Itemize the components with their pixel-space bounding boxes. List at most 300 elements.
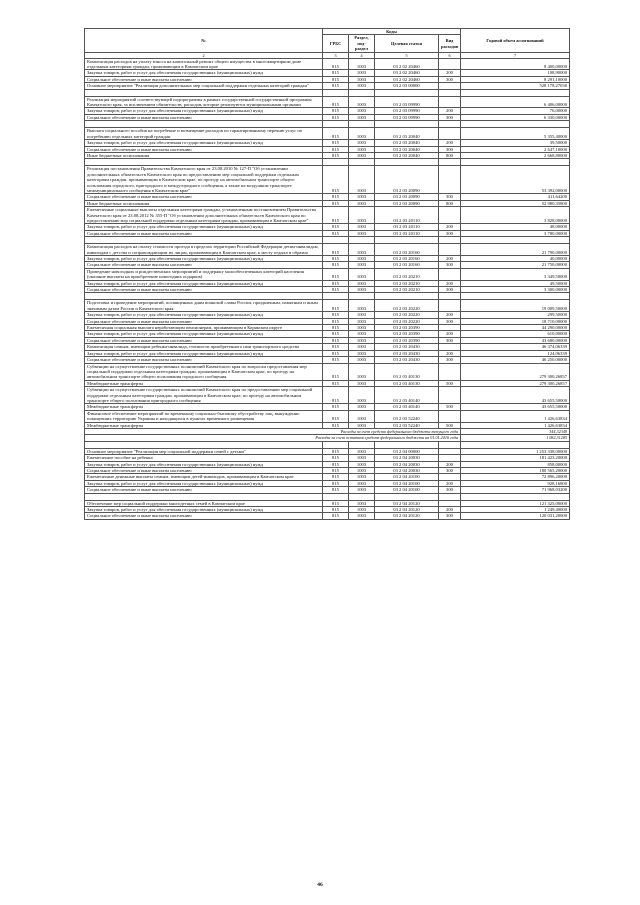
row-sum-cell: 44 290,00000 bbox=[461, 325, 570, 331]
row-name-cell: Проведение новогодних и рождественских мероприятий и поддержку малообеспеченных категорий населения (оказание выплаты на приобретение новогодних подарков) bbox=[85, 268, 323, 280]
spacer-cell bbox=[461, 121, 570, 128]
row-expense-type-cell: 200 bbox=[439, 350, 461, 356]
row-target-code-cell: 03 2 03 20090 bbox=[375, 194, 439, 200]
spacer-cell bbox=[349, 441, 375, 448]
row-target-code-cell: 03 2 04 20100 bbox=[375, 480, 439, 486]
row-target-code-cell: 03 2 03 20210 bbox=[375, 280, 439, 286]
row-sum-cell: 3 349,50000 bbox=[461, 268, 570, 280]
row-section-cell: 1003 bbox=[349, 325, 375, 331]
row-name-cell: Закупка товаров, работ и услуг для обеспечения государственных (муниципальных) нужд bbox=[85, 70, 323, 76]
row-grbs-cell: 815 bbox=[323, 207, 349, 224]
row-sum-cell: 858,00000 bbox=[461, 461, 570, 467]
row-section-cell: 1003 bbox=[349, 461, 375, 467]
row-target-code-cell: 03 2 04 20030 bbox=[375, 461, 439, 467]
row-name-cell: Субвенции на осуществление государственных полномочий Камчатского края по вопросам предоставления мер социальной поддержки отдельным категориям граждан, проживающим в Камчатском крае, по проезду на автомобильном транспорте общего пользования городского сообщения bbox=[85, 363, 323, 380]
row-section-cell: 1003 bbox=[349, 387, 375, 404]
spacer-cell bbox=[439, 293, 461, 300]
row-name-cell: Ежемесячные социальные выплаты отдельным категориям граждан, установленным постановлением Правительства Камчатского края от 23.08.2012 № 355-П "Об установлении дополнительных обязательств Камчатского края по предоставлению мер социальной поддержки отдельным категориям граждан, проживающим в Камчатском крае" bbox=[85, 207, 323, 224]
row-name-cell: Социальное обеспечение и иные выплаты населению bbox=[85, 487, 323, 493]
row-name-cell: Закупка товаров, работ и услуг для обеспечения государственных (муниципальных) нужд bbox=[85, 224, 323, 230]
row-sum-cell: 19 009,50000 bbox=[461, 300, 570, 312]
row-grbs-cell: 815 bbox=[323, 114, 349, 120]
row-section-cell: 1003 bbox=[349, 487, 375, 493]
row-name-cell: Социальное обеспечение и иные выплаты населению bbox=[85, 146, 323, 152]
row-target-code-cell: 03 2 04 20100 bbox=[375, 487, 439, 493]
row-grbs-cell: 815 bbox=[323, 70, 349, 76]
column-index-cell: 3 bbox=[323, 52, 349, 58]
row-grbs-cell: 815 bbox=[323, 194, 349, 200]
note-text: Расходы за счет остатков средств федерального бюджета на 01.01.2016 года bbox=[85, 435, 461, 441]
header-target: Целевая статья bbox=[375, 35, 439, 52]
row-section-cell: 1003 bbox=[349, 344, 375, 350]
row-sum-cell: 6 330,00000 bbox=[461, 114, 570, 120]
table-row bbox=[85, 166, 570, 194]
row-target-code-cell: 03 2 03 20040 bbox=[375, 128, 439, 140]
row-section-cell: 1003 bbox=[349, 350, 375, 356]
row-sum-cell: 21 790,00000 bbox=[461, 244, 570, 256]
row-name-cell: Закупка товаров, работ и услуг для обеспечения государственных (муниципальных) нужд bbox=[85, 350, 323, 356]
row-expense-type-cell: 200 bbox=[439, 280, 461, 286]
row-grbs-cell: 815 bbox=[323, 318, 349, 324]
row-grbs-cell: 815 bbox=[323, 200, 349, 206]
row-sum-cell: 528 178,27030 bbox=[461, 83, 570, 89]
row-target-code-cell: 03 2 03 40130 bbox=[375, 363, 439, 380]
spacer-cell bbox=[461, 159, 570, 166]
row-name-cell: Социальное обеспечение и иные выплаты населению bbox=[85, 357, 323, 363]
column-index-cell: 2 bbox=[85, 52, 323, 58]
row-grbs-cell: 815 bbox=[323, 287, 349, 293]
row-name-cell: Иные бюджетные ассигнования bbox=[85, 152, 323, 158]
row-target-code-cell: 03 2 03 20160 bbox=[375, 262, 439, 268]
spacer-cell bbox=[323, 121, 349, 128]
row-grbs-cell: 815 bbox=[323, 108, 349, 114]
row-name-cell: Реализация мероприятий соответствующей подпрограммы в рамках государственной государственной программы Камчатского края, за исключением обязательств, расходов, которые реализуются муниципальными органами bbox=[85, 96, 323, 108]
row-expense-type-cell: 200 bbox=[439, 480, 461, 486]
row-grbs-cell: 815 bbox=[323, 410, 349, 422]
row-expense-type-cell: 800 bbox=[439, 152, 461, 158]
row-section-cell: 1003 bbox=[349, 58, 375, 70]
row-expense-type-cell: 500 bbox=[439, 422, 461, 428]
row-target-code-cell: 03 2 03 20110 bbox=[375, 207, 439, 224]
row-sum-cell: 43 655,50000 bbox=[461, 404, 570, 410]
row-grbs-cell: 815 bbox=[323, 357, 349, 363]
row-target-code-cell: 03 2 03 40130 bbox=[375, 380, 439, 386]
row-sum-cell: 181 423,20000 bbox=[461, 455, 570, 461]
row-name-cell: Закупка товаров, работ и услуг для обеспечения государственных (муниципальных) нужд bbox=[85, 461, 323, 467]
row-name-cell: Субвенции на осуществление государственных полномочий Камчатского края по предоставлению мер социальной поддержки отдельным категориям граждан, проживающим в Камчатском крае, по проезду на автомобильном транспорте общего пользования пригородного сообщения bbox=[85, 387, 323, 404]
header-codes: Коды bbox=[323, 29, 461, 35]
row-sum-cell: 40,00000 bbox=[461, 256, 570, 262]
row-sum-cell: 610,00000 bbox=[461, 331, 570, 337]
spacer-cell bbox=[85, 493, 323, 500]
row-grbs-cell: 815 bbox=[323, 468, 349, 474]
row-sum-cell: 21 750,00000 bbox=[461, 262, 570, 268]
row-sum-cell: 76,00000 bbox=[461, 108, 570, 114]
row-expense-type-cell: 300 bbox=[439, 287, 461, 293]
table-header bbox=[85, 29, 570, 53]
column-index-cell: 6 bbox=[439, 52, 461, 58]
row-grbs-cell: 815 bbox=[323, 300, 349, 312]
row-target-code-cell: 03 2 04 20120 bbox=[375, 500, 439, 506]
row-expense-type-cell: 500 bbox=[439, 404, 461, 410]
row-sum-cell: 279 300,26857 bbox=[461, 363, 570, 380]
header-section: Раздел, под-раздел bbox=[349, 35, 375, 52]
spacer-cell bbox=[375, 441, 439, 448]
spacer-row bbox=[85, 159, 570, 166]
row-target-code-cell: 03 2 03 20090 bbox=[375, 166, 439, 194]
row-target-code-cell: 03 2 03 52240 bbox=[375, 422, 439, 428]
row-section-cell: 1003 bbox=[349, 244, 375, 256]
row-expense-type-cell bbox=[439, 268, 461, 280]
row-name-cell: Закупка товаров, работ и услуг для обеспечения государственных (муниципальных) нужд bbox=[85, 480, 323, 486]
row-sum-cell: 279 300,26857 bbox=[461, 380, 570, 386]
row-grbs-cell: 815 bbox=[323, 146, 349, 152]
row-expense-type-cell: 500 bbox=[439, 380, 461, 386]
table-row bbox=[85, 513, 570, 519]
header-expense: Вид расходов bbox=[439, 35, 461, 52]
row-sum-cell: 52 980,35800 bbox=[461, 200, 570, 206]
row-grbs-cell: 815 bbox=[323, 256, 349, 262]
row-grbs-cell: 815 bbox=[323, 268, 349, 280]
spacer-cell bbox=[323, 493, 349, 500]
row-target-code-cell: 03 2 03 09990 bbox=[375, 114, 439, 120]
row-section-cell: 1003 bbox=[349, 318, 375, 324]
row-expense-type-cell: 200 bbox=[439, 461, 461, 467]
row-sum-cell: 2 668,80000 bbox=[461, 152, 570, 158]
row-grbs-cell: 815 bbox=[323, 96, 349, 108]
row-name-cell: Межбюджетные трансферты bbox=[85, 422, 323, 428]
row-expense-type-cell: 300 bbox=[439, 337, 461, 343]
spacer-cell bbox=[323, 89, 349, 96]
row-sum-cell: 1 426,63834 bbox=[461, 422, 570, 428]
page-number: 46 bbox=[317, 882, 323, 888]
row-target-code-cell: 03 2 03 20220 bbox=[375, 300, 439, 312]
spacer-cell bbox=[439, 237, 461, 244]
table-body bbox=[85, 52, 570, 519]
spacer-cell bbox=[349, 89, 375, 96]
row-grbs-cell: 815 bbox=[323, 83, 349, 89]
row-section-cell: 1003 bbox=[349, 146, 375, 152]
row-target-code-cell: 03 2 03 20110 bbox=[375, 224, 439, 230]
row-grbs-cell: 815 bbox=[323, 422, 349, 428]
row-grbs-cell: 815 bbox=[323, 363, 349, 380]
row-name-cell: Социальное обеспечение и иные выплаты населению bbox=[85, 230, 323, 236]
row-section-cell: 1003 bbox=[349, 256, 375, 262]
row-grbs-cell: 815 bbox=[323, 387, 349, 404]
row-name-cell: Социальное обеспечение и иные выплаты населению bbox=[85, 513, 323, 519]
row-expense-type-cell: 300 bbox=[439, 468, 461, 474]
spacer-cell bbox=[375, 293, 439, 300]
spacer-row bbox=[85, 493, 570, 500]
row-grbs-cell: 815 bbox=[323, 58, 349, 70]
row-section-cell: 1003 bbox=[349, 513, 375, 519]
row-sum-cell: 3 780,00000 bbox=[461, 230, 570, 236]
spacer-cell bbox=[461, 293, 570, 300]
row-section-cell: 1003 bbox=[349, 455, 375, 461]
spacer-cell bbox=[375, 89, 439, 96]
row-target-code-cell: 03 2 03 20220 bbox=[375, 312, 439, 318]
header-annual: Годовой объем ассигнований bbox=[461, 29, 570, 53]
row-target-code-cell: 03 2 03 20040 bbox=[375, 152, 439, 158]
row-name-cell: Основное мероприятие "Реализация мер социальной поддержки семей с детьми" bbox=[85, 448, 323, 454]
table-row bbox=[85, 244, 570, 256]
row-section-cell: 1003 bbox=[349, 357, 375, 363]
table-row bbox=[85, 363, 570, 380]
row-sum-cell: 43 655,50000 bbox=[461, 387, 570, 404]
row-section-cell: 1003 bbox=[349, 448, 375, 454]
row-target-code-cell: 03 2 02 20460 bbox=[375, 70, 439, 76]
spacer-row bbox=[85, 441, 570, 448]
row-sum-cell: 3 828,00000 bbox=[461, 207, 570, 224]
spacer-cell bbox=[85, 159, 323, 166]
row-grbs-cell: 815 bbox=[323, 461, 349, 467]
row-expense-type-cell: 300 bbox=[439, 262, 461, 268]
row-expense-type-cell: 200 bbox=[439, 140, 461, 146]
row-section-cell: 1003 bbox=[349, 83, 375, 89]
row-expense-type-cell: 200 bbox=[439, 331, 461, 337]
spacer-cell bbox=[461, 89, 570, 96]
row-name-cell: Закупка товаров, работ и услуг для обеспечения государственных (муниципальных) нужд bbox=[85, 507, 323, 513]
spacer-cell bbox=[85, 121, 323, 128]
row-name-cell: Финансовое обеспечение мероприятий по временному социально-бытовому обустройству лиц, вынужденно покинувших территорию Украины и находящихся в пунктах временного размещения bbox=[85, 410, 323, 422]
spacer-row bbox=[85, 293, 570, 300]
row-sum-cell: 2 647,10000 bbox=[461, 146, 570, 152]
spacer-cell bbox=[323, 293, 349, 300]
spacer-row bbox=[85, 121, 570, 128]
row-expense-type-cell bbox=[439, 363, 461, 380]
row-sum-cell: 48,00000 bbox=[461, 224, 570, 230]
spacer-cell bbox=[349, 121, 375, 128]
spacer-cell bbox=[85, 237, 323, 244]
spacer-cell bbox=[349, 159, 375, 166]
row-grbs-cell: 815 bbox=[323, 76, 349, 82]
row-grbs-cell: 815 bbox=[323, 507, 349, 513]
row-expense-type-cell: 200 bbox=[439, 256, 461, 262]
row-expense-type-cell: 200 bbox=[439, 312, 461, 318]
row-grbs-cell: 815 bbox=[323, 380, 349, 386]
row-expense-type-cell bbox=[439, 207, 461, 224]
row-sum-cell: 43 680,00000 bbox=[461, 337, 570, 343]
row-sum-cell: 124,06339 bbox=[461, 350, 570, 356]
row-target-code-cell: 03 2 03 20090 bbox=[375, 200, 439, 206]
row-target-code-cell: 03 2 04 20100 bbox=[375, 474, 439, 480]
spacer-cell bbox=[461, 441, 570, 448]
row-target-code-cell: 03 2 03 20110 bbox=[375, 230, 439, 236]
row-sum-cell: 46 250,00000 bbox=[461, 357, 570, 363]
row-grbs-cell: 815 bbox=[323, 140, 349, 146]
row-expense-type-cell: 800 bbox=[439, 200, 461, 206]
row-sum-cell: 1 426,63834 bbox=[461, 410, 570, 422]
row-sum-cell: 39,50000 bbox=[461, 140, 570, 146]
row-sum-cell: 180 565,20000 bbox=[461, 468, 570, 474]
row-sum-cell: 928,16800 bbox=[461, 480, 570, 486]
row-grbs-cell: 815 bbox=[323, 344, 349, 350]
row-name-cell: Социальное обеспечение и иные выплаты населению bbox=[85, 287, 323, 293]
row-section-cell: 1003 bbox=[349, 70, 375, 76]
row-name-cell: Социальное обеспечение и иные выплаты населению bbox=[85, 194, 323, 200]
row-expense-type-cell bbox=[439, 128, 461, 140]
row-name-cell: Закупка товаров, работ и услуг для обеспечения государственных (муниципальных) нужд bbox=[85, 331, 323, 337]
spacer-cell bbox=[439, 441, 461, 448]
row-expense-type-cell bbox=[439, 410, 461, 422]
row-target-code-cell: 03 2 04 20120 bbox=[375, 513, 439, 519]
row-section-cell: 1003 bbox=[349, 337, 375, 343]
row-expense-type-cell: 300 bbox=[439, 230, 461, 236]
row-grbs-cell: 815 bbox=[323, 312, 349, 318]
row-section-cell: 1003 bbox=[349, 422, 375, 428]
row-section-cell: 1003 bbox=[349, 166, 375, 194]
row-grbs-cell: 815 bbox=[323, 325, 349, 331]
row-expense-type-cell bbox=[439, 244, 461, 256]
row-name-cell: Межбюджетные трансферты bbox=[85, 380, 323, 386]
row-section-cell: 1003 bbox=[349, 207, 375, 224]
row-expense-type-cell: 300 bbox=[439, 114, 461, 120]
row-section-cell: 1003 bbox=[349, 480, 375, 486]
note-sum: 344,32349 bbox=[461, 428, 570, 434]
row-target-code-cell: 03 2 03 20390 bbox=[375, 331, 439, 337]
row-expense-type-cell: 200 bbox=[439, 70, 461, 76]
budget-table-sheet bbox=[84, 28, 569, 520]
spacer-cell bbox=[461, 237, 570, 244]
row-target-code-cell: 03 2 03 20210 bbox=[375, 268, 439, 280]
row-name-cell: Ежемесячная социальная выплата неработающим пенсионерам, проживающим в Корякском округе bbox=[85, 325, 323, 331]
row-target-code-cell: 03 2 03 20220 bbox=[375, 318, 439, 324]
row-grbs-cell: 815 bbox=[323, 224, 349, 230]
column-index-cell: 7 bbox=[461, 52, 570, 58]
row-name-cell: Закупка товаров, работ и услуг для обеспечения государственных (муниципальных) нужд bbox=[85, 280, 323, 286]
row-sum-cell: 8 291,10000 bbox=[461, 76, 570, 82]
row-grbs-cell: 815 bbox=[323, 448, 349, 454]
row-grbs-cell: 815 bbox=[323, 230, 349, 236]
row-target-code-cell: 03 2 03 20160 bbox=[375, 256, 439, 262]
row-target-code-cell: 03 2 03 20430 bbox=[375, 357, 439, 363]
row-sum-cell: 1 253 338,00000 bbox=[461, 448, 570, 454]
row-sum-cell: 299,50000 bbox=[461, 312, 570, 318]
spacer-cell bbox=[375, 493, 439, 500]
row-grbs-cell: 815 bbox=[323, 244, 349, 256]
row-name-cell: Компенсация расходов на уплату взноса на капитальный ремонт общего имущества в многоквартирном доме отдельным категориям граждан, проживающим в Камчатском крае bbox=[85, 58, 323, 70]
row-expense-type-cell: 300 bbox=[439, 513, 461, 519]
row-sum-cell: 46 374,06339 bbox=[461, 344, 570, 350]
row-target-code-cell: 03 2 03 00000 bbox=[375, 83, 439, 89]
spacer-cell bbox=[85, 293, 323, 300]
note-text: Расходы за счет средств федерального бюджета текущего года bbox=[85, 428, 461, 434]
spacer-cell bbox=[323, 159, 349, 166]
row-grbs-cell: 815 bbox=[323, 487, 349, 493]
row-target-code-cell: 03 2 03 20040 bbox=[375, 146, 439, 152]
row-section-cell: 1003 bbox=[349, 262, 375, 268]
row-expense-type-cell bbox=[439, 300, 461, 312]
spacer-cell bbox=[375, 121, 439, 128]
row-target-code-cell: 03 2 03 20390 bbox=[375, 325, 439, 331]
row-section-cell: 1003 bbox=[349, 380, 375, 386]
row-name-cell: Подготовка и проведение мероприятий, посвященных дням воинской славы России, праздничным, памятным и иным значимым датам России и Камчатского края bbox=[85, 300, 323, 312]
row-section-cell: 1003 bbox=[349, 76, 375, 82]
row-name-cell: Иные бюджетные ассигнования bbox=[85, 200, 323, 206]
row-section-cell: 1003 bbox=[349, 152, 375, 158]
spacer-cell bbox=[85, 89, 323, 96]
row-section-cell: 1003 bbox=[349, 108, 375, 114]
row-sum-cell: 49,50000 bbox=[461, 280, 570, 286]
row-sum-cell: 5 355,40000 bbox=[461, 128, 570, 140]
column-index-cell: 4 bbox=[349, 52, 375, 58]
row-name-cell: Закупка товаров, работ и услуг для обеспечения государственных (муниципальных) нужд bbox=[85, 312, 323, 318]
row-grbs-cell: 815 bbox=[323, 128, 349, 140]
row-name-cell: Ежемесячные денежные выплаты семьям, имеющим детей-инвалидов, проживающим в Камчатском крае bbox=[85, 474, 323, 480]
spacer-cell bbox=[375, 237, 439, 244]
row-sum-cell: 71 968,03200 bbox=[461, 487, 570, 493]
row-sum-cell: 1 249,40000 bbox=[461, 507, 570, 513]
row-section-cell: 1003 bbox=[349, 96, 375, 108]
spacer-cell bbox=[439, 89, 461, 96]
column-index-cell: 5 bbox=[375, 52, 439, 58]
row-target-code-cell: 03 2 04 20030 bbox=[375, 455, 439, 461]
row-expense-type-cell bbox=[439, 58, 461, 70]
row-name-cell: Закупка товаров, работ и услуг для обеспечения государственных (муниципальных) нужд bbox=[85, 108, 323, 114]
row-sum-cell: 8 400,00000 bbox=[461, 58, 570, 70]
row-expense-type-cell bbox=[439, 166, 461, 194]
spacer-row bbox=[85, 237, 570, 244]
row-section-cell: 1003 bbox=[349, 312, 375, 318]
row-name-cell: Основное мероприятие "Реализация дополнительных мер социальной поддержки отдельных категорий граждан" bbox=[85, 83, 323, 89]
row-grbs-cell: 815 bbox=[323, 152, 349, 158]
row-section-cell: 1003 bbox=[349, 287, 375, 293]
row-section-cell: 1003 bbox=[349, 363, 375, 380]
header-grbs: ГРБС bbox=[323, 35, 349, 52]
table-row bbox=[85, 207, 570, 224]
row-target-code-cell: 03 2 02 20460 bbox=[375, 58, 439, 70]
row-name-cell: Социальное обеспечение и иные выплаты населению bbox=[85, 337, 323, 343]
row-sum-cell: 120 031,20000 bbox=[461, 513, 570, 519]
row-name-cell: Компенсация семьям, имеющим ребенка-инвалида, стоимости приобретенного ими транспортного средства bbox=[85, 344, 323, 350]
row-section-cell: 1003 bbox=[349, 468, 375, 474]
spacer-cell bbox=[349, 237, 375, 244]
row-section-cell: 1003 bbox=[349, 474, 375, 480]
row-target-code-cell: 03 2 03 20430 bbox=[375, 350, 439, 356]
row-target-code-cell: 03 2 03 40140 bbox=[375, 387, 439, 404]
spacer-cell bbox=[439, 493, 461, 500]
row-name-cell: Обеспечение мер социальной поддержки многодетных семей в Камчатском крае bbox=[85, 500, 323, 506]
row-name-cell: Социальное обеспечение и иные выплаты населению bbox=[85, 318, 323, 324]
row-name-cell: Социальное обеспечение и иные выплаты населению bbox=[85, 262, 323, 268]
row-target-code-cell: 03 2 03 09990 bbox=[375, 96, 439, 108]
note-sum: 1 082,31285 bbox=[461, 435, 570, 441]
table-row bbox=[85, 300, 570, 312]
row-name-cell: Закупка товаров, работ и услуг для обеспечения государственных (муниципальных) нужд bbox=[85, 256, 323, 262]
row-grbs-cell: 815 bbox=[323, 480, 349, 486]
row-sum-cell: 108,90000 bbox=[461, 70, 570, 76]
row-name-cell: Закупка товаров, работ и услуг для обеспечения государственных (муниципальных) нужд bbox=[85, 140, 323, 146]
table-row bbox=[85, 268, 570, 280]
budget-table bbox=[84, 28, 570, 520]
row-section-cell: 1003 bbox=[349, 194, 375, 200]
row-expense-type-cell: 200 bbox=[439, 224, 461, 230]
row-section-cell: 1003 bbox=[349, 404, 375, 410]
table-row bbox=[85, 58, 570, 70]
row-target-code-cell: 03 2 03 40140 bbox=[375, 404, 439, 410]
row-sum-cell: 18 710,00000 bbox=[461, 318, 570, 324]
row-expense-type-cell: 300 bbox=[439, 487, 461, 493]
row-section-cell: 1003 bbox=[349, 200, 375, 206]
row-section-cell: 1003 bbox=[349, 230, 375, 236]
row-target-code-cell: 03 2 03 20390 bbox=[375, 337, 439, 343]
spacer-cell bbox=[439, 121, 461, 128]
row-expense-type-cell: 300 bbox=[439, 194, 461, 200]
row-section-cell: 1003 bbox=[349, 331, 375, 337]
row-section-cell: 1003 bbox=[349, 410, 375, 422]
row-expense-type-cell bbox=[439, 387, 461, 404]
row-section-cell: 1003 bbox=[349, 140, 375, 146]
